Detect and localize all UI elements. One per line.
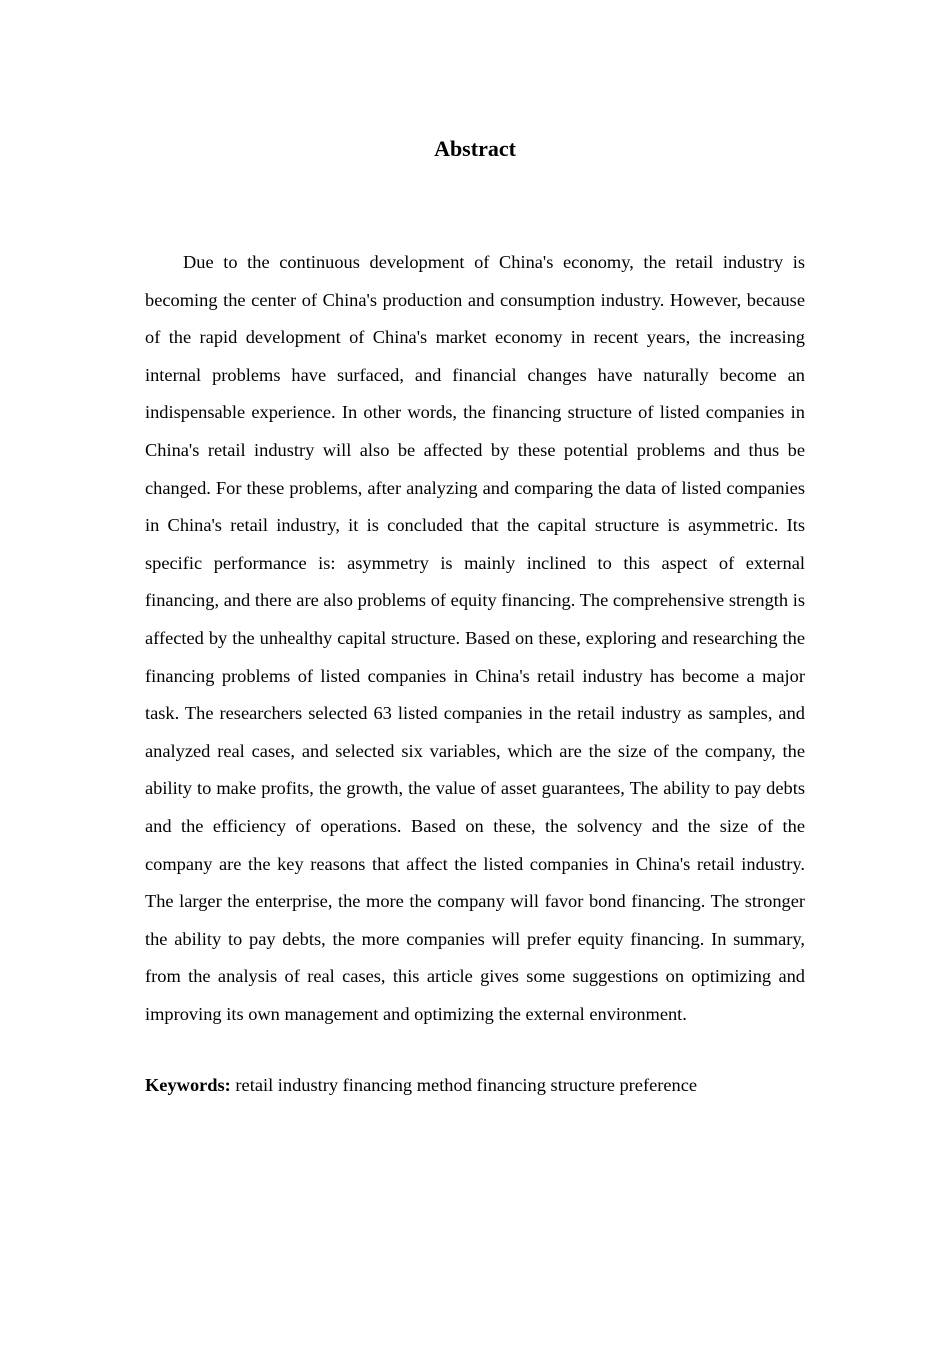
page-title: Abstract bbox=[434, 136, 516, 161]
keywords-text: retail industry financing method financing structure preference bbox=[235, 1075, 698, 1095]
keywords-line bbox=[145, 1070, 805, 1100]
keywords-label: Keywords: bbox=[145, 1075, 231, 1095]
abstract-paragraph: Due to the continuous development of China's economy, the retail industry is becoming the center of China's production and consumption industry. However, because of the rapid development of China's market economy in recent years, the increasing internal problems have surfaced, and financial changes have naturally become an indispensable experience. In other words, the financing structure of listed companies in China's retail industry will also be affected by these potential problems and thus be changed. For these problems, after analyzing and comparing the data of listed companies in China's retail industry, it is concluded that the capital structure is asymmetric. Its specific performance is: asymmetry is mainly inclined to this aspect of external financing, and there are also problems of equity financing. The comprehensive strength is affected by the unhealthy capital structure. Based on these, exploring and researching the financing problems of listed companies in China's retail industry has become a major task. The researchers selected 63 listed companies in the retail industry as samples, and analyzed real cases, and selected six variables, which are the size of the company, the ability to make profits, the growth, the value of asset guarantees, The ability to pay debts and the efficiency of operations. Based on these, the solvency and the size of the company are the key reasons that affect the listed companies in China's retail industry. The larger the enterprise, the more the company will favor bond financing. The stronger the ability to pay debts, the more companies will prefer equity financing. In summary, from the analysis of real cases, this article gives some suggestions on optimizing and improving its own management and optimizing the external environment. bbox=[145, 252, 805, 1024]
